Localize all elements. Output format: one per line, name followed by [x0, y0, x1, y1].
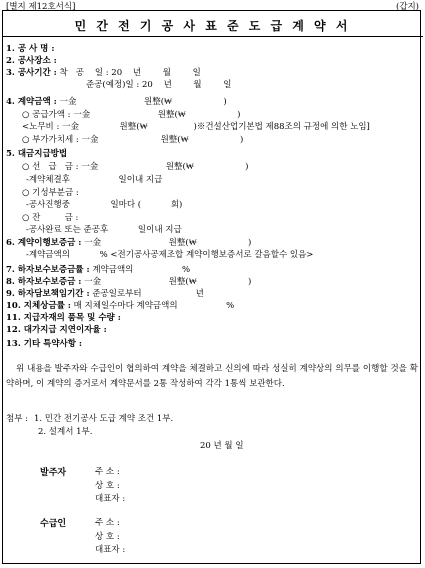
contract-line [22, 122, 370, 133]
line-label: 10. 지체상금률 : [6, 301, 71, 311]
party-role-label: 수급인 [40, 519, 67, 529]
line-text: 一金 원整(₩ ) [56, 97, 227, 107]
party-address: 주 소 : [95, 518, 120, 528]
line-label: 9. 하자담보책임기간 : [6, 289, 90, 299]
line-text: -계약체결후 일이내 지급 [26, 175, 163, 185]
line-label: 5. 대금지급방법 [6, 149, 68, 159]
contract-line [6, 56, 57, 67]
contract-line [6, 277, 251, 288]
line-text: ○ 부가가치세 : 一金 원整(₩ ) [22, 135, 244, 145]
contract-line [6, 149, 67, 160]
contract-line [6, 325, 107, 336]
party-representative: 대표자 : [95, 545, 126, 555]
contract-line [26, 250, 313, 261]
line-label: 3. 공사기간 : [6, 68, 57, 78]
title-rule [2, 36, 423, 37]
contract-line [6, 313, 121, 324]
contract-line [22, 135, 243, 146]
attachment-item-1: 1. 민간 전기공사 도급 계약 조건 1부. [34, 414, 174, 424]
line-text: <노무비 : 一金 원整(₩ )※건설산업기본법 제88조의 규정에 의한 노임] [22, 122, 370, 132]
line-label: 7. 하자보수보증금률 : [6, 265, 90, 275]
contract-line [6, 301, 234, 312]
line-text: -공사완료 또는 준공후 일이내 지급 [26, 225, 182, 235]
contract-line [26, 175, 162, 186]
agreement-paragraph: 위 내용을 발주자와 수급인이 협의하여 계약을 체결하고 신의에 따라 성실히 계약상의 의무를 이행할 것을 확약하며, 이 계약의 증거로서 계약문서를 2통 작성하여 각각 1통씩 보관한다. [6, 364, 418, 389]
line-text: 一金 원整(₩ ) [81, 238, 252, 248]
line-label: 8. 하자보수보증금 : [6, 277, 82, 287]
contract-line [6, 68, 201, 79]
party-company: 상 호 : [95, 532, 120, 542]
line-text: 착 공 일 : 20 년 월 일 [56, 68, 201, 78]
page-marker: (갑지) [395, 2, 419, 12]
contract-line [22, 162, 248, 173]
line-label: 1. 공 사 명 : [6, 44, 55, 54]
line-text: 준공(예정)일 : 20 년 월 일 [86, 80, 232, 90]
contract-line [22, 213, 78, 224]
contract-line [6, 265, 190, 276]
line-text: 준공일로부터 년 [89, 289, 204, 299]
line-label: 4. 계약금액 : [6, 97, 57, 107]
contract-line [22, 188, 79, 199]
attachments-label: 첨부 : [6, 414, 28, 424]
line-label: 12. 대가지급 지연이자율 : [6, 325, 107, 335]
party-address: 주 소 : [95, 467, 120, 477]
contract-line [26, 200, 182, 211]
party-role-label: 발주자 [40, 468, 67, 478]
date-line: 20 년 월 일 [200, 441, 244, 451]
attachment-item-2: 2. 설계서 1부. [38, 427, 93, 437]
line-label: 6. 계약이행보증금 : [6, 238, 82, 248]
line-text: ○ 선 급 금 : 一金 원整(₩ ) [22, 162, 249, 172]
contract-line [6, 339, 82, 350]
document-title: 민 간 전 기 공 사 표 준 도 급 계 약 서 [74, 19, 351, 33]
contract-line [6, 44, 54, 55]
line-text: 매 지체일수마다 계약금액의 % [70, 301, 235, 311]
contract-line [6, 97, 227, 108]
line-text: -계약금액의 % <전기공사공제조합 계약이행보증서로 갈음할수 있음> [26, 250, 314, 260]
contract-line [26, 225, 182, 236]
line-label: 11. 지급자재의 품목 및 수량 : [6, 313, 121, 323]
line-text: -공사진행중 일마다 ( 회) [26, 200, 183, 210]
contract-line [6, 238, 251, 249]
line-text: ○ 잔 금 : [22, 213, 79, 223]
line-label: 13. 기타 특약사항 : [6, 339, 83, 349]
contract-line [86, 80, 231, 91]
contract-line [6, 289, 204, 300]
line-text: ○ 기성부분금 : [22, 188, 79, 198]
line-text: 一金 원整(₩ ) [81, 277, 252, 287]
form-number: [별지 제12호서식] [6, 2, 76, 12]
contract-line [22, 110, 240, 121]
party-company: 상 호 : [95, 481, 120, 491]
line-text: 계약금액의 % [89, 265, 191, 275]
line-text: ○ 공급가액 : 一金 원整(₩ ) [22, 110, 241, 120]
party-representative: 대표자 : [95, 494, 126, 504]
line-label: 2. 공사장소 : [6, 56, 57, 66]
